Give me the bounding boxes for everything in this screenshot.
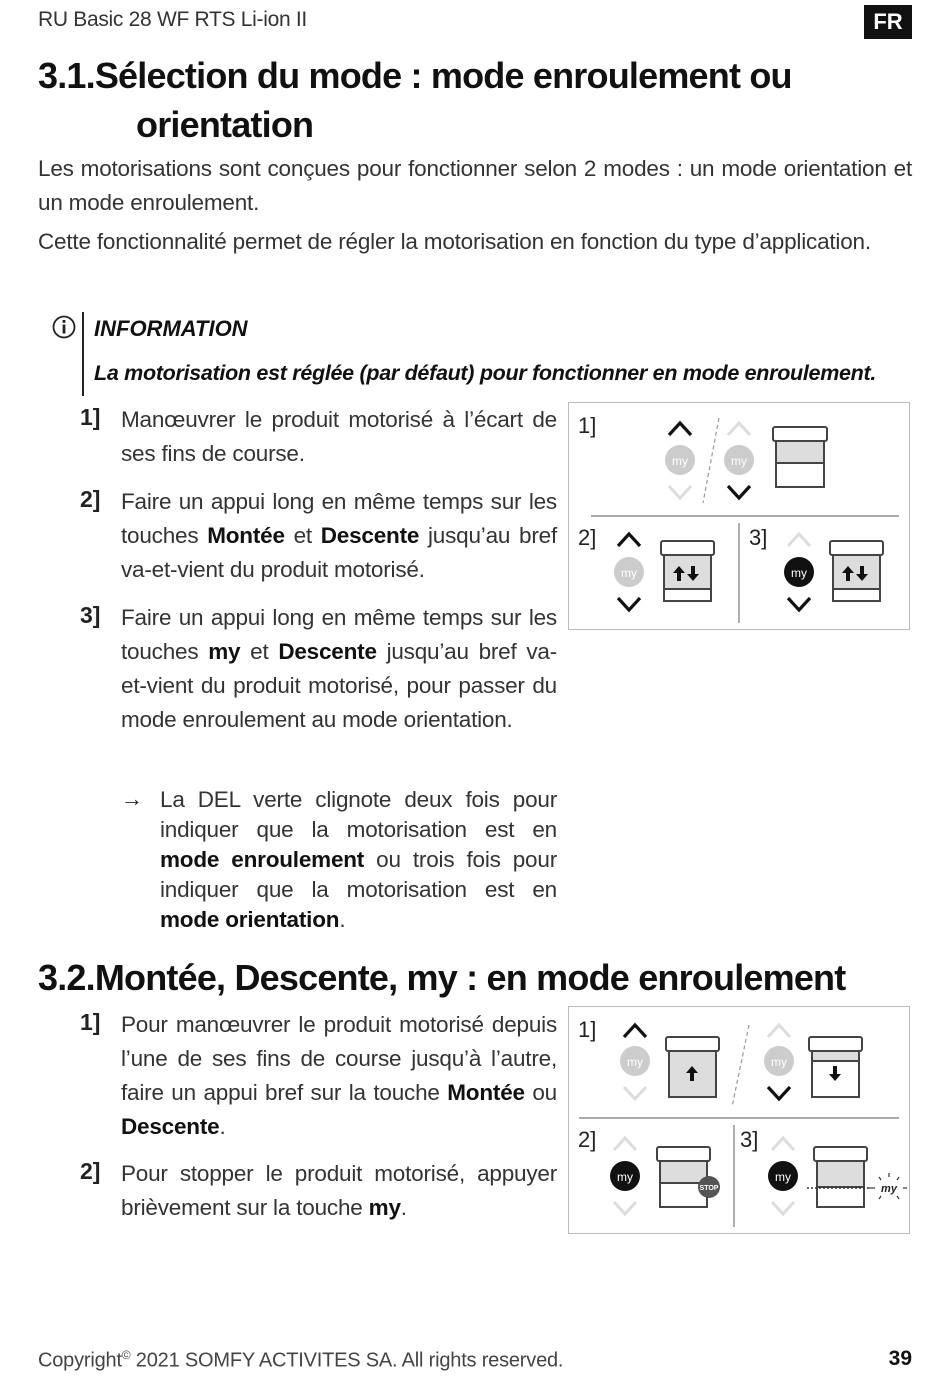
roller-product-icon (809, 1037, 862, 1097)
down-arrow-icon (624, 1087, 646, 1099)
intro-paragraph-2: Cette fonctionnalité permet de régler la motorisation en fonction du type d’application. (38, 229, 871, 254)
up-arrow-icon (614, 1138, 636, 1150)
step-1-text: Pour manœuvrer le produit motorisé depuis l’une de ses fins de course jusqu’à l’autre, faire un appui bref sur la touche Montée ou Descente. (121, 1012, 557, 1139)
intro-paragraph-1: Les motorisations sont conçues pour fonctionner selon 2 modes : un mode orientation et un mode enroulement. (38, 156, 912, 215)
fig2-label-2: 2] (578, 1127, 597, 1152)
step-1-number: 1] (80, 1009, 101, 1035)
step-3-text: Faire un appui long en même temps sur les touches my et Descente jusqu’au bref va-et-vient du produit motorisé, pour passer du mode enroulement au mode orientation. (121, 605, 558, 732)
svg-text:my: my (627, 1055, 643, 1069)
panel-divider-dashed (732, 1025, 749, 1107)
roll-mode-figure (568, 1006, 910, 1234)
product-name: RU Basic 28 WF RTS Li-ion II (38, 8, 307, 31)
step-2-number: 2] (80, 1158, 101, 1184)
roller-product-icon (657, 1147, 710, 1207)
down-arrow-icon (768, 1087, 790, 1099)
my-button-icon (784, 557, 814, 587)
panel-divider-dashed (703, 418, 719, 503)
step-2-number: 2] (80, 486, 101, 512)
info-icon (52, 315, 76, 339)
fig1-label-1: 1] (578, 413, 597, 438)
result-arrow-icon: → (121, 786, 143, 811)
roller-product-icon (807, 1147, 869, 1207)
step-3-number: 3] (80, 602, 101, 628)
step-1-text: Manœuvrer le produit motorisé à l’écart de ses fins de course. (121, 407, 557, 466)
step-2-text: Pour stopper le produit motorisé, appuyer brièvement sur la touche my. (121, 1161, 557, 1220)
step-1-number: 1] (80, 404, 101, 430)
svg-text:my: my (775, 1170, 791, 1184)
up-arrow-icon (768, 1025, 790, 1037)
up-arrow-icon (788, 534, 810, 546)
svg-text:my: my (731, 454, 747, 468)
my-button-icon (665, 445, 695, 475)
svg-text:my: my (621, 566, 637, 580)
page-number: 39 (888, 1347, 912, 1370)
section-3-1-title-line1: 3.1.Sélection du mode : mode enroulement ou (38, 55, 792, 96)
svg-text:my: my (771, 1055, 787, 1069)
step-2-text: Faire un appui long en même temps sur les touches Montée et Descente jusqu’au bref va-et-vient du produit motorisé. (121, 489, 557, 582)
mode-selection-figure (568, 402, 910, 630)
language-badge: FR (864, 5, 912, 39)
copyright: Copyright© 2021 SOMFY ACTIVITES SA. All rights reserved. (38, 1348, 564, 1372)
svg-text:my: my (672, 454, 688, 468)
svg-text:my: my (617, 1170, 633, 1184)
fig2-label-1: 1] (578, 1017, 597, 1042)
down-arrow-icon (788, 598, 810, 610)
info-divider (82, 312, 84, 396)
info-text: La motorisation est réglée (par défaut) pour fonctionner en mode enroulement. (94, 361, 877, 385)
up-arrow-icon (728, 423, 750, 435)
svg-text:my: my (791, 566, 807, 580)
down-arrow-icon (772, 1202, 794, 1214)
my-button-icon (620, 1046, 650, 1076)
my-button-icon (610, 1161, 640, 1191)
up-arrow-icon (772, 1138, 794, 1150)
down-arrow-icon (618, 598, 640, 610)
my-button-icon (724, 445, 754, 475)
roller-product-icon (661, 541, 714, 601)
down-arrow-icon (669, 486, 691, 498)
up-arrow-icon (618, 534, 640, 546)
section-3-1-title-line2: orientation (136, 104, 314, 145)
info-title: INFORMATION (94, 316, 248, 341)
down-arrow-icon (614, 1202, 636, 1214)
roller-product-icon (830, 541, 883, 601)
fig1-label-2: 2] (578, 525, 597, 550)
svg-text:STOP: STOP (699, 1185, 719, 1192)
down-arrow-icon (728, 486, 750, 498)
my-button-icon (768, 1161, 798, 1191)
up-arrow-icon (624, 1025, 646, 1037)
roller-product-icon (666, 1037, 719, 1097)
fig2-label-3: 3] (740, 1127, 759, 1152)
stop-badge-icon (698, 1176, 720, 1198)
fig1-label-3: 3] (749, 525, 768, 550)
up-arrow-icon (669, 423, 691, 435)
section-3-2-title: 3.2.Montée, Descente, my : en mode enroulement (38, 957, 846, 998)
svg-text:my: my (881, 1183, 897, 1195)
my-position-icon (869, 1173, 907, 1199)
roller-product-icon (773, 427, 827, 487)
my-button-icon (764, 1046, 794, 1076)
my-button-icon (614, 557, 644, 587)
result-text: La DEL verte clignote deux fois pour indiquer que la motorisation est en mode enroulement ou trois fois pour indiquer que la motorisation est en mode orientation. (160, 787, 557, 932)
